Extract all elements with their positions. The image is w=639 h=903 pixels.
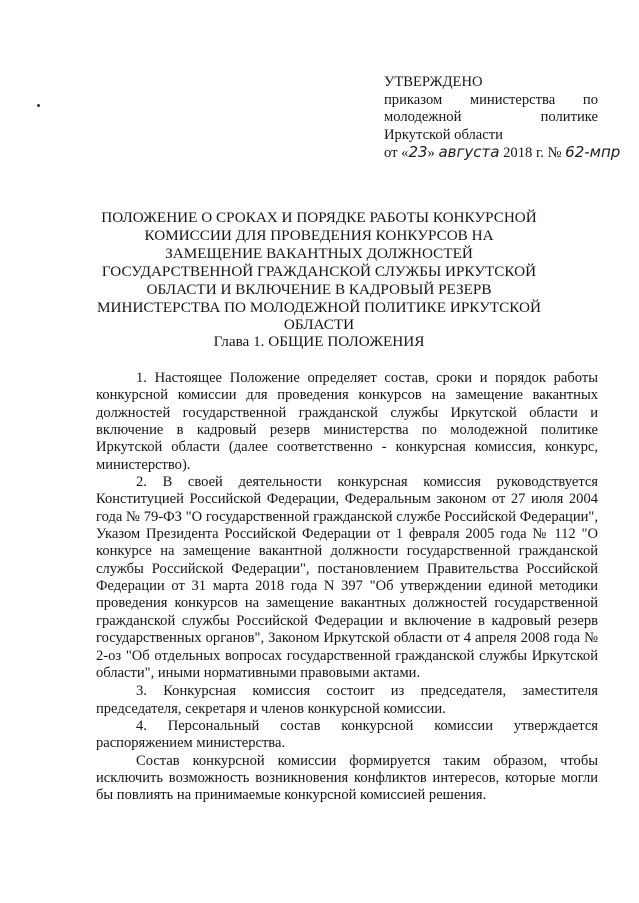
handwritten-month: августа	[438, 143, 500, 161]
document-title: ПОЛОЖЕНИЕ О СРОКАХ И ПОРЯДКЕ РАБОТЫ КОНКУРСНОЙ КОМИССИИ ДЛЯ ПРОВЕДЕНИЯ КОНКУРСОВ НА ЗАМЕЩЕНИЕ ВАКАНТНЫХ ДОЛЖНОСТЕЙ ГОСУДАРСТВЕННОЙ ГРАЖДАНСКОЙ СЛУЖБЫ ИРКУТСКОЙ ОБЛАСТИ И ВКЛЮЧЕНИЕ В КАДРОВЫЙ РЕЗЕРВ МИНИСТЕРСТВА ПО МОЛОДЕЖНОЙ ПОЛИТИКЕ ИРКУТСКОЙ ОБЛАСТИ	[97, 209, 541, 334]
date-year: 2018 г. №	[503, 145, 562, 161]
chapter-heading: Глава 1. ОБЩИЕ ПОЛОЖЕНИЯ	[213, 333, 425, 350]
paragraph-2: 2. В своей деятельности конкурсная комиссия руководствуется Конституцией Российской Федерации, Федеральным законом от 27 июля 2004 года № 79-ФЗ "О государственной гражданской службе Российской Федерации", Указом Президента Российской Федерации от 1 февраля 2005 года № 112 "О конкурсе на замещение вакантной должности государственной гражданской службы Российской Федерации", постановлением Правительства Российской Федерации от 31 марта 2018 года N 397 "Об утверждении единой методики проведения конкурсов на замещение вакантных должностей государственной гражданской службы Российской Федерации и включение в кадровый резерв государственных органов", Законом Иркутской области от 4 апреля 2008 года № 2-оз "Об отдельных вопросах государственной гражданской службы Иркутской области", иными нормативными правовыми актами.	[96, 474, 598, 681]
paragraph-5: Состав конкурсной комиссии формируется таким образом, чтобы исключить возможность возникновения конфликтов интересов, которые могли бы повлиять на принимаемые конкурсной комиссией решения.	[96, 752, 598, 804]
paragraph-3: 3. Конкурсная комиссия состоит из председателя, заместителя председателя, секретаря и членов конкурсной комиссии.	[96, 683, 598, 717]
scan-speck	[37, 104, 40, 107]
handwritten-day: 23	[408, 143, 428, 161]
approval-ministry-line: молодежной политике	[384, 109, 598, 125]
document-body	[96, 370, 598, 805]
approval-order-line: приказом министерства по	[384, 91, 598, 108]
paragraph-1: 1. Настоящее Положение определяет состав, сроки и порядок работы конкурсной комиссии для проведения конкурсов на замещение вакантных должностей государственной гражданской службы Иркутской области и включение в кадровый резерв министерства по молодежной политике Иркутской области (далее соответственно - конкурсная комиссия, конкурс, министерство).	[96, 370, 598, 473]
approval-date-line: от «23» августа 2018 г. № 62-мпр	[384, 143, 621, 161]
approval-heading: УТВЕРЖДЕНО	[384, 74, 483, 90]
approval-region-line: Иркутской области	[384, 126, 503, 143]
approval-block	[384, 74, 621, 163]
date-prefix: от «	[384, 145, 409, 161]
handwritten-order-number: 62-мпр	[565, 143, 621, 161]
paragraph-4: 4. Персональный состав конкурсной комиссии утверждается распоряжением министерства.	[96, 717, 598, 752]
